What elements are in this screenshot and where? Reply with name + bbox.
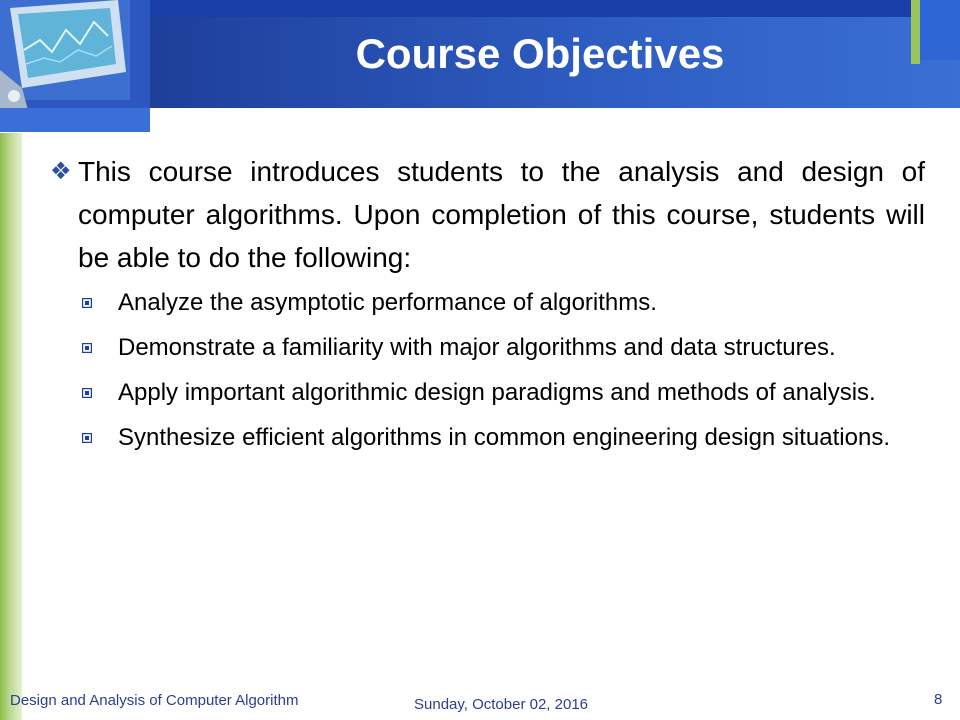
green-accent-bar (911, 0, 920, 64)
objectives-list (78, 285, 925, 455)
list-item (78, 420, 925, 455)
computer-monitor-icon (0, 0, 150, 110)
list-item (78, 285, 925, 320)
header-underline (0, 108, 150, 132)
objective-text: Demonstrate a familiarity with major algorithms and data structures. (118, 334, 836, 361)
square-bullet-icon (82, 388, 92, 398)
square-bullet-icon (82, 298, 92, 308)
objective-text: Analyze the asymptotic performance of algorithms. (118, 289, 657, 316)
objective-text: Synthesize efficient algorithms in common engineering design situations. (118, 424, 890, 451)
diamond-star-icon: ❖ (50, 158, 72, 185)
list-item (78, 375, 925, 410)
slide-number: 8 (934, 691, 943, 708)
slide-body (50, 150, 925, 465)
list-item (78, 330, 925, 365)
slide-header (0, 0, 960, 108)
page-title: Course Objectives (355, 30, 725, 77)
square-bullet-icon (82, 433, 92, 443)
header-right-accent (915, 0, 960, 60)
intro-text: This course introduces students to the analysis and design of computer algorithms. Upon completion of this course, students will be able to do the following: (78, 156, 925, 273)
footer-course-title: Design and Analysis of Computer Algorithm (10, 692, 299, 709)
header-top-strip (150, 0, 960, 17)
left-green-stripe (0, 133, 22, 720)
footer-date: Sunday, October 02, 2016 (414, 696, 589, 713)
intro-bullet (50, 150, 925, 279)
square-bullet-icon (82, 343, 92, 353)
objective-text: Apply important algorithmic design paradigms and methods of analysis. (118, 379, 876, 406)
